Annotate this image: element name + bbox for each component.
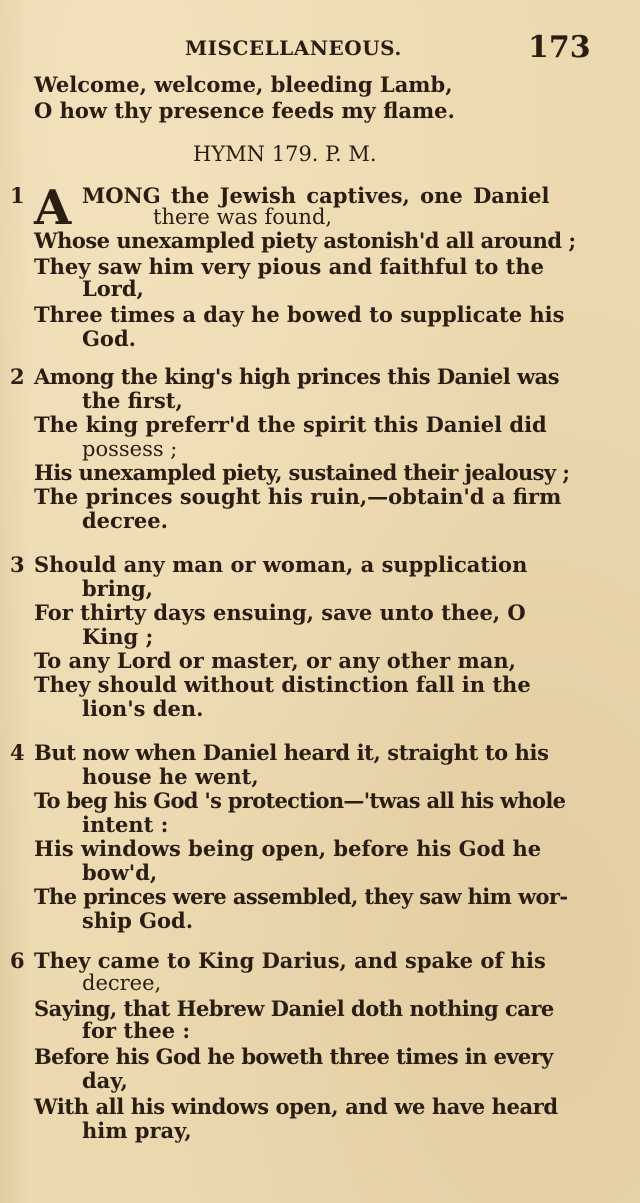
verse-line: Among the king's high princes this Daniel was <box>34 364 560 389</box>
page-number: 173 <box>528 30 591 65</box>
verse-line: To beg his God 's protection—'twas all his whole <box>34 788 566 813</box>
verse-line: lion's den. <box>82 696 204 721</box>
verse-line: Should any man or woman, a supplication <box>34 552 528 577</box>
verse-number: 1 <box>10 183 25 208</box>
verse-line: King ; <box>82 624 154 649</box>
verse-line: The princes were assembled, they saw him wor- <box>34 884 568 909</box>
preceding-hymn-line: O how thy presence feeds my flame. <box>34 98 455 123</box>
verse-line: for thee : <box>82 1018 191 1043</box>
verse-number: 3 <box>10 552 25 577</box>
verse-line: With all his windows open, and we have heard <box>34 1094 558 1119</box>
verse-number: 4 <box>10 740 25 765</box>
verse-line: His unexampled piety, sustained their jealousy ; <box>34 460 570 485</box>
verse-line: The princes sought his ruin,—obtain'd a firm <box>34 484 562 509</box>
verse-line: decree. <box>82 508 168 533</box>
verse-line: Whose unexampled piety astonish'd all around ; <box>34 228 576 253</box>
section-title: MISCELLANEOUS. <box>185 36 402 60</box>
verse-number: 2 <box>10 364 25 389</box>
verse-line: possess ; <box>82 437 178 461</box>
verse-line: But now when Daniel heard it, straight to his <box>34 740 549 765</box>
verse-line: house he went, <box>82 764 259 789</box>
verse-line: They saw him very pious and faithful to the <box>34 254 544 279</box>
verse-line: intent : <box>82 812 169 837</box>
verse-line: day, <box>82 1068 128 1093</box>
verse-line: They should without distinction fall in the <box>34 672 531 697</box>
verse-line: Before his God he boweth three times in every <box>34 1044 553 1069</box>
hymn-title: HYMN 179. P. M. <box>193 142 377 166</box>
verse-line: The king preferr'd the spirit this Daniel did <box>34 412 547 437</box>
verse-line: To any Lord or master, or any other man, <box>34 648 516 673</box>
preceding-hymn-line: Welcome, welcome, bleeding Lamb, <box>34 72 453 97</box>
verse-line: Three times a day he bowed to supplicate his <box>34 302 565 327</box>
running-head <box>0 30 640 70</box>
verse-line: ship God. <box>82 908 193 933</box>
verse-line: him pray, <box>82 1118 192 1143</box>
verse-line: God. <box>82 326 136 351</box>
verse-line: Saying, that Hebrew Daniel doth nothing care <box>34 996 554 1021</box>
verse-line: there was found, <box>153 205 333 229</box>
verse-line: the first, <box>82 388 183 413</box>
dropcap-letter: A <box>34 180 72 236</box>
verse-line: Lord, <box>82 276 144 301</box>
verse-line: bow'd, <box>82 860 158 885</box>
verse-line: decree, <box>82 971 162 995</box>
verse-number: 6 <box>10 948 25 973</box>
verse-line: bring, <box>82 576 153 601</box>
verse-line: For thirty days ensuing, save unto thee, O <box>34 600 526 625</box>
verse-line: They came to King Darius, and spake of his <box>34 948 546 973</box>
verse-line: His windows being open, before his God he <box>34 836 542 861</box>
verse-line: MONG the Jewish captives, one Daniel <box>82 183 550 208</box>
